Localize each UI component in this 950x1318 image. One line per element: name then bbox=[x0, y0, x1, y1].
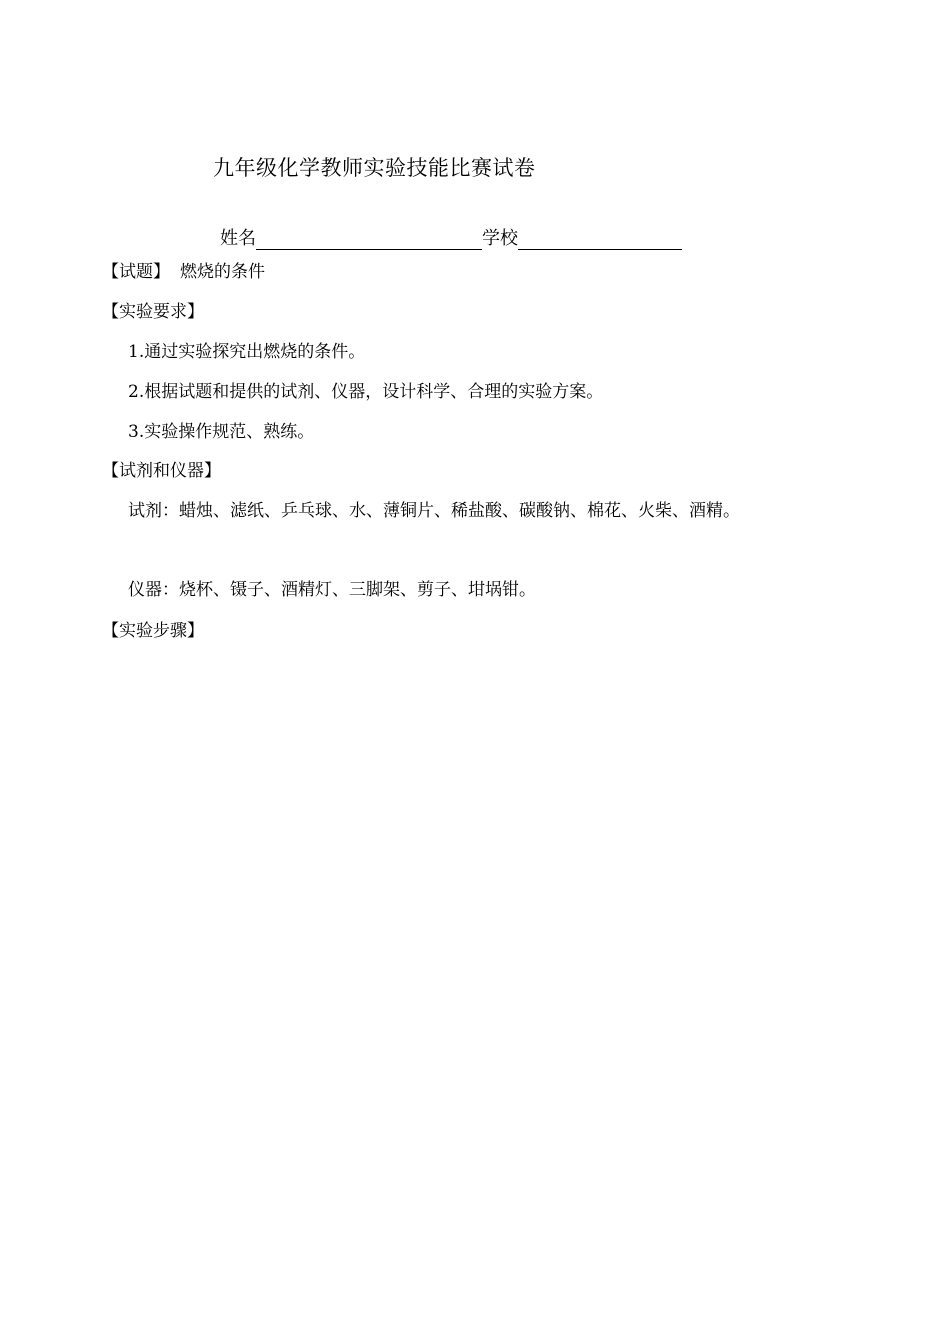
school-label: 学校 bbox=[482, 228, 518, 249]
name-field[interactable] bbox=[256, 227, 482, 250]
requirement-item-3: 3.实验操作规范、熟练。 bbox=[128, 422, 315, 442]
school-field[interactable] bbox=[518, 227, 682, 250]
requirement-item-2: 2.根据试题和提供的试剂、仪器，设计科学、合理的实验方案。 bbox=[128, 382, 604, 402]
requirement-item-1: 1.通过实验探究出燃烧的条件。 bbox=[128, 342, 366, 362]
steps-heading: 【实验步骤】 bbox=[102, 621, 204, 641]
requirements-heading: 【实验要求】 bbox=[102, 302, 204, 322]
topic-section bbox=[102, 259, 265, 285]
reagents-line: 试剂：蜡烛、滤纸、乒乓球、水、薄铜片、稀盐酸、碳酸钠、棉花、火柴、酒精。 bbox=[128, 501, 740, 521]
info-row bbox=[220, 226, 682, 252]
topic-heading: 【试题】 bbox=[102, 262, 170, 282]
page-title: 九年级化学教师实验技能比赛试卷 bbox=[213, 156, 536, 180]
instruments-line: 仪器：烧杯、镊子、酒精灯、三脚架、剪子、坩埚钳。 bbox=[128, 580, 536, 600]
materials-heading: 【试剂和仪器】 bbox=[102, 461, 221, 481]
topic-text: 燃烧的条件 bbox=[180, 262, 265, 282]
name-label: 姓名 bbox=[220, 228, 256, 249]
